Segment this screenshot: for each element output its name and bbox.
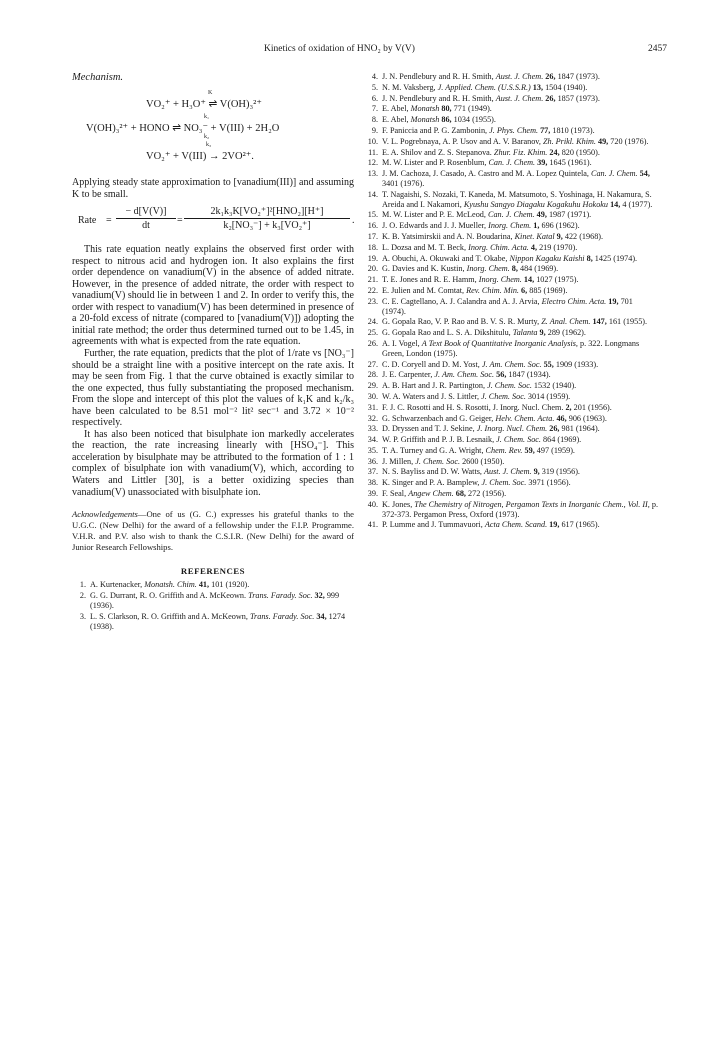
- reference-volume: 26,: [543, 93, 556, 103]
- reference-authors: L. S. Clarkson, R. O. Griffith and A. McKeown,: [90, 611, 250, 621]
- reference-pages-year: 1810 (1973).: [550, 125, 595, 135]
- reference-journal: Electro Chim. Acta.: [541, 296, 607, 306]
- running-header: [0, 44, 711, 58]
- reference-pages-year: 3401 (1976).: [382, 178, 425, 188]
- page-number: 2457: [648, 44, 667, 54]
- reference-journal: Helv. Chem. Acta.: [495, 413, 555, 423]
- reference-entry: [364, 328, 658, 338]
- reference-volume: 4,: [528, 242, 538, 252]
- reference-entry: [364, 83, 658, 93]
- reference-pages-year: 617 (1965).: [559, 520, 600, 530]
- reference-number: 27.: [367, 359, 378, 369]
- reference-volume: 19,: [547, 520, 560, 530]
- reference-volume: 19,: [606, 296, 619, 306]
- reference-journal: J. Phys. Chem.: [489, 125, 539, 135]
- reference-authors: N. S. Bayliss and D. W. Watts,: [382, 467, 484, 477]
- reference-number: 2.: [79, 591, 86, 601]
- reference-number: 38.: [367, 478, 378, 488]
- reference-entry: [364, 148, 658, 158]
- reference-pages-year: 101 (1920).: [209, 580, 250, 590]
- rate-lhs-denominator: dt: [142, 220, 150, 232]
- reference-authors: E. Abel,: [382, 104, 411, 114]
- paragraph-1: This rate equation neatly explains the observed first order with respect to nitrous acid and hydrogen ion. It also explains the first order dependence on vanadium(V) in the absence of added nitrate. However, in the presence of added nitrate, the order with respect to vanadium(V) should lie in between 1 and 2. In order to verify this, the order with respect to vanadium(V) has been determined in presence of a 20-fold excess of nitrate (compared to [vanadium(V)]) adopting the initial rate method; the order thus determined turned out to be 1.45, in agreements with what is expected from the rate equation.: [72, 244, 354, 348]
- reference-authors: K. Singer and P. A. Bamplew,: [382, 478, 482, 488]
- reference-number: 29.: [367, 381, 378, 391]
- reference-pages-year: 1532 (1940).: [531, 381, 577, 391]
- reference-volume: 8,: [584, 253, 593, 263]
- reference-authors: J. Millen,: [382, 456, 416, 466]
- reference-entry: [364, 243, 658, 253]
- reference-number: 32.: [367, 413, 378, 423]
- reference-volume: 46,: [554, 413, 567, 423]
- reference-authors: F. Paniccia and P. G. Zambonin,: [382, 125, 490, 135]
- reference-authors: G. Davies and K. Kustin,: [382, 264, 467, 274]
- reference-journal: Monatsh. Chim.: [144, 580, 197, 590]
- rate-equals-sign-2: =: [177, 215, 183, 227]
- reference-number: 34.: [367, 435, 378, 445]
- reference-entry: [364, 264, 658, 274]
- reference-number: 39.: [367, 489, 378, 499]
- reference-authors: A. Obuchi, A. Okuwaki and T. Okabe,: [382, 253, 510, 263]
- reference-volume: 39,: [535, 158, 548, 168]
- reference-entry: [364, 94, 658, 104]
- reference-pages-year: p. 372-373. Pergamon Press, Oxford (1973).: [382, 499, 659, 519]
- reference-pages-year: 272 (1956).: [465, 489, 507, 499]
- reference-number: 33.: [367, 424, 378, 434]
- reference-entry: [364, 446, 658, 456]
- reference-number: 17.: [367, 231, 378, 241]
- reference-authors: J. M. Cachoza, J. Casado, A. Castro and M. A. Lopez Quintela,: [382, 169, 591, 179]
- reference-volume: 49,: [534, 210, 547, 220]
- reference-journal: A Text Book of Quantitative Inorganic Analysis,: [421, 338, 578, 348]
- rate-rhs-fraction: [184, 206, 350, 231]
- reference-authors: N. M. Vaksberg,: [382, 82, 438, 92]
- reference-number: 35.: [367, 445, 378, 455]
- reference-pages-year: 3971 (1956).: [526, 478, 571, 488]
- reference-number: 8.: [371, 115, 378, 125]
- reference-number: 40.: [367, 499, 378, 509]
- acknowledgements: [72, 509, 354, 552]
- reference-journal: J. Am. Chem. Soc.: [434, 370, 495, 380]
- reference-volume: 14,: [521, 275, 535, 285]
- mechanism-heading: Mechanism.: [72, 72, 124, 83]
- reference-journal: J. Am. Chem. Soc.: [481, 359, 542, 369]
- reference-number: 30.: [367, 391, 378, 401]
- reference-journal: Z. Anal. Chem.: [541, 317, 591, 327]
- reference-number: 36.: [367, 456, 378, 466]
- reference-authors: C. E. Cagtellano, A. J. Calandra and A. J. Arvia,: [382, 296, 542, 306]
- rate-rhs-numerator: 2k₁k₃K[VO₂⁺]²[HNO₂][H⁺]: [184, 206, 350, 219]
- reference-authors: D. Dryssen and T. J. Sekine,: [382, 424, 477, 434]
- reference-number: 18.: [367, 242, 378, 252]
- reference-pages-year: 1909 (1933).: [553, 359, 599, 369]
- reference-entry: [364, 424, 658, 434]
- equation-2-constant-forward: k₁: [204, 114, 210, 120]
- reference-entry: [364, 339, 658, 359]
- reference-volume: 34,: [314, 611, 327, 621]
- reference-volume: 77,: [538, 125, 551, 135]
- reference-volume: 147,: [590, 317, 607, 327]
- reference-entry: [364, 190, 658, 210]
- reference-authors: M. W. Lister and P. Rosenblum,: [382, 158, 489, 168]
- reference-pages-year: 720 (1976).: [608, 136, 649, 146]
- reference-entry: [364, 221, 658, 231]
- equation-2-constant-reverse: k₂: [204, 134, 210, 140]
- rate-lhs-numerator: − d[V(V)]: [116, 206, 176, 219]
- reference-entry: [364, 489, 658, 499]
- reference-entry: [364, 467, 658, 477]
- reference-journal: Aust. J. Chem.: [495, 72, 544, 81]
- reference-pages-year: 820 (1950).: [559, 147, 600, 157]
- reference-entry: [364, 317, 658, 327]
- reference-journal: J. Chem. Soc.: [487, 381, 532, 391]
- reference-journal: Nippon Kagaku Kaishi: [509, 253, 585, 263]
- reference-pages-year: 422 (1968).: [562, 231, 604, 241]
- reference-volume: 54,: [637, 169, 650, 179]
- reference-authors: A. I. Vogel,: [382, 338, 422, 348]
- equation-3-text: VO₂⁺ + V(III) → 2VO²⁺.: [146, 151, 254, 162]
- reference-journal: Can. J. Chem.: [487, 210, 535, 220]
- reference-authors: J. N. Pendlebury and R. H. Smith,: [382, 72, 496, 81]
- reference-pages-year: 1034 (1955).: [451, 115, 496, 125]
- reference-number: 6.: [371, 93, 378, 103]
- reference-authors: F. J. C. Rosotti and H. S. Rosotti, J. Inorg. Nucl. Chem.: [382, 402, 566, 412]
- rate-equation: [72, 206, 354, 236]
- reference-entry: [364, 275, 658, 285]
- reference-volume: 9,: [537, 328, 546, 338]
- reference-entry: [72, 580, 354, 590]
- equation-3: [72, 143, 354, 167]
- reference-volume: 41,: [196, 580, 210, 590]
- reference-authors: J. O. Edwards and J. J. Mueller,: [382, 221, 489, 231]
- reference-volume: 68,: [453, 489, 466, 499]
- reference-number: 16.: [367, 221, 378, 231]
- reference-authors: V. L. Pogrebnaya, A. P. Usov and A. V. Baranov,: [382, 136, 543, 146]
- reference-journal: Inorg. Chem.: [466, 264, 510, 274]
- reference-number: 25.: [367, 328, 378, 338]
- reference-pages-year: 1847 (1934).: [506, 370, 551, 380]
- reference-number: 14.: [367, 189, 378, 199]
- reference-pages-year: 319 (1956).: [539, 467, 580, 477]
- reference-pages-year: 2600 (1950).: [460, 456, 505, 466]
- reference-authors: J. N. Pendlebury and R. H. Smith,: [382, 93, 496, 103]
- reference-journal: Aust. J. Chem.: [495, 93, 544, 103]
- reference-journal: J. Chem. Soc.: [481, 391, 526, 401]
- reference-volume: 80,: [439, 104, 452, 114]
- reference-volume: 6,: [518, 285, 528, 295]
- reference-authors: E. Julien and M. Comtat,: [382, 285, 467, 295]
- reference-volume: 56,: [494, 370, 507, 380]
- running-title: Kinetics of oxidation of HNO₂ by V(V): [264, 44, 415, 54]
- reference-pages-year: 4 (1977).: [620, 199, 653, 209]
- reference-volume: 26,: [547, 424, 560, 434]
- reference-pages-year: 497 (1959).: [534, 445, 575, 455]
- reference-number: 11.: [368, 147, 378, 157]
- reference-entry: [364, 403, 658, 413]
- reference-number: 31.: [367, 402, 378, 412]
- reference-volume: 32,: [312, 591, 325, 601]
- reference-journal: Inorg. Chem.: [488, 221, 532, 231]
- reference-entry: [72, 591, 354, 611]
- reference-entry: [364, 210, 658, 220]
- reference-authors: G. G. Durrant, R. O. Griffith and A. McKeown.: [90, 591, 249, 601]
- reference-authors: G. Schwarzenbach and G. Geiger,: [382, 413, 496, 423]
- reference-pages-year: 219 (1970).: [537, 242, 578, 252]
- reference-entry: [364, 169, 658, 189]
- reference-authors: A. Kurtenacker,: [90, 580, 145, 590]
- reference-journal: Monatsh: [410, 115, 440, 125]
- reference-pages-year: p. 322. Longmans Green, London (1975).: [382, 338, 640, 358]
- reference-journal: Can. J. Chem.: [590, 169, 638, 179]
- reference-journal: Zh. Prikl. Khim.: [542, 136, 596, 146]
- reference-authors: T. Nagaishi, S. Nozaki, T. Kaneda, M. Matsumoto, S. Yoshinaga, H. Nakamura, S. Areida and I. Nakamori,: [382, 189, 652, 209]
- reference-pages-year: 1645 (1961).: [547, 158, 592, 168]
- reference-volume: 9,: [531, 467, 540, 477]
- references-list-right: [364, 72, 658, 530]
- reference-entry: [364, 115, 658, 125]
- reference-number: 19.: [367, 253, 378, 263]
- reference-pages-year: 289 (1962).: [545, 328, 586, 338]
- references-list-left: [72, 580, 354, 631]
- reference-authors: A. B. Hart and J. R. Partington,: [382, 381, 488, 391]
- reference-authors: P. Lumme and J. Tummavuori,: [382, 520, 485, 530]
- reference-number: 12.: [367, 158, 378, 168]
- reference-entry: [364, 286, 658, 296]
- reference-volume: 26,: [543, 72, 556, 81]
- reference-authors: C. D. Coryell and D. M. Yost,: [382, 359, 482, 369]
- reference-number: 28.: [367, 370, 378, 380]
- reference-journal: Inorg. Chem.: [478, 275, 522, 285]
- reference-authors: K. B. Yatsimirskii and A. N. Boudarina,: [382, 231, 515, 241]
- reference-pages-year: 1027 (1975).: [534, 275, 579, 285]
- reference-volume: 49,: [595, 136, 609, 146]
- reference-journal: Rev. Chim. Min.: [466, 285, 519, 295]
- reference-authors: M. W. Lister and P. E. McLeod,: [382, 210, 488, 220]
- reference-pages-year: 864 (1969).: [540, 435, 582, 445]
- paragraph-2: Further, the rate equation, predicts that the plot of 1/rate vs [NO₃⁻] should be a straight line with a positive intercept on the rate axis. It may be seen from Fig. 1 that the curve obtained is exactly similar to the one expected, thus fully substantiating the proposed mechanism. From the slope and intercept of this plot the values of k₁K and k₂/k₃ have been calculated to be 8.51 mol⁻² lit² sec⁻¹ and 3.72 × 10⁻² respectively.: [72, 348, 354, 429]
- acknowledgements-body: —One of us (G. C.) expresses his grateful thanks to the U.G.C. (New Delhi) for the award of a fellowship under the F.I.P. Programme. V.H.R. and P.V. also wish to thank the C.S.I.R. (New Delhi) for the award of Junior Research Fellowships.: [72, 509, 354, 552]
- steady-state-text: Applying steady state approximation to [vanadium(III)] and assuming K to be small.: [72, 177, 354, 200]
- reference-journal: Kyushu Sangyo Diagaku Kogakuhu Hokoku: [463, 199, 609, 209]
- reference-pages-year: 981 (1964).: [559, 424, 600, 434]
- reference-volume: 14,: [608, 199, 621, 209]
- reference-journal: Kinet. Katal: [514, 231, 555, 241]
- reference-pages-year: 1847 (1973).: [555, 72, 600, 81]
- reference-number: 41.: [367, 520, 378, 530]
- reference-number: 15.: [367, 210, 378, 220]
- reference-authors: T. A. Turney and G. A. Wright,: [382, 445, 486, 455]
- reference-number: 9.: [371, 125, 378, 135]
- reference-pages-year: 906 (1963).: [566, 413, 607, 423]
- reference-pages-year: 3014 (1959).: [525, 391, 571, 401]
- reference-number: 22.: [367, 285, 378, 295]
- reference-entry: [364, 414, 658, 424]
- reference-journal: Can. J. Chem.: [488, 158, 536, 168]
- reference-journal: Trans. Farady. Soc.: [249, 611, 315, 621]
- reference-entry: [364, 457, 658, 467]
- reference-entry: [364, 232, 658, 242]
- reference-journal: The Chemistry of Nitrogen, Pergamon Texts in Inorganic Chem., Vol. II,: [414, 499, 650, 509]
- reference-volume: 86,: [439, 115, 452, 125]
- equation-1-text: VO₂⁺ + H₃O⁺ ⇌ V(OH)₃²⁺: [146, 99, 262, 110]
- equation-2-text: V(OH)₃²⁺ + HONO ⇌ NO₃⁻ + V(III) + 2H₂O: [86, 123, 280, 134]
- reference-authors: W. P. Griffith and P. J. B. Lesnaik,: [382, 435, 497, 445]
- reference-number: 24.: [367, 317, 378, 327]
- reference-entry: [364, 478, 658, 488]
- reference-pages-year: 1504 (1940).: [543, 82, 588, 92]
- reference-journal: J. Chem. Soc.: [481, 478, 527, 488]
- reference-authors: G. Gopala Rao, V. P. Rao and B. V. S. R. Murty,: [382, 317, 542, 327]
- reference-entry: [364, 72, 658, 82]
- reference-journal: Angew Chem.: [408, 489, 454, 499]
- reference-entry: [364, 297, 658, 317]
- reference-authors: E. A. Shilov and Z. S. Stepanova.: [382, 147, 494, 157]
- reference-journal: Acta Chem. Scand.: [484, 520, 548, 530]
- rate-period: .: [352, 215, 355, 227]
- reference-entry: [364, 370, 658, 380]
- reference-pages-year: 201 (1956).: [571, 402, 612, 412]
- reference-number: 26.: [367, 338, 378, 348]
- reference-number: 5.: [371, 82, 378, 92]
- reference-number: 7.: [371, 104, 378, 114]
- reference-volume: 24,: [547, 147, 560, 157]
- rate-lhs-fraction: [116, 206, 176, 231]
- reference-pages-year: 999 (1936).: [90, 591, 340, 610]
- equation-1: [72, 91, 354, 115]
- reference-number: 23.: [367, 296, 378, 306]
- references-heading: REFERENCES: [180, 566, 246, 577]
- reference-number: 13.: [367, 169, 378, 179]
- reference-journal: Talanta: [512, 328, 538, 338]
- reference-pages-year: 885 (1969).: [527, 285, 568, 295]
- reference-authors: G. Gopala Rao and L. S. A. Dikshitulu,: [382, 328, 513, 338]
- rate-equals-sign: =: [106, 215, 112, 227]
- reference-pages-year: 701 (1974).: [382, 296, 633, 316]
- reference-entry: [364, 126, 658, 136]
- reference-pages-year: 771 (1949).: [451, 104, 492, 114]
- reference-pages-year: 1425 (1974).: [592, 253, 638, 263]
- reference-number: 21.: [367, 275, 378, 285]
- reference-authors: F. Seal,: [382, 489, 409, 499]
- reference-journal: Trans. Farady. Soc.: [248, 591, 313, 601]
- reference-entry: [72, 612, 354, 632]
- reference-pages-year: 696 (1962).: [539, 221, 580, 231]
- right-column: [364, 72, 658, 531]
- reference-journal: Inorg. Chim. Acta.: [468, 242, 529, 252]
- rate-label: Rate: [78, 215, 97, 227]
- reference-volume: 8,: [509, 264, 518, 274]
- reference-entry: [364, 381, 658, 391]
- reference-number: 10.: [367, 136, 378, 146]
- reference-authors: W. A. Waters and J. S. Littler,: [382, 391, 482, 401]
- reference-journal: Aust. J. Chem.: [484, 467, 532, 477]
- reference-pages-year: 484 (1969).: [517, 264, 559, 274]
- reference-volume: 1,: [531, 221, 540, 231]
- reference-volume: 13,: [530, 82, 544, 92]
- reference-pages-year: 1274 (1938).: [90, 611, 346, 631]
- reference-pages-year: 161 (1955).: [606, 317, 648, 327]
- reference-pages-year: 1857 (1973).: [555, 93, 600, 103]
- reference-journal: Monatsh: [410, 104, 440, 114]
- acknowledgements-label: Acknowledgements: [72, 509, 138, 520]
- reference-journal: J. Chem. Soc.: [496, 435, 541, 445]
- reference-entry: [364, 137, 658, 147]
- reference-number: 3.: [79, 611, 86, 621]
- reference-journal: Zhur. Fiz. Khim.: [493, 147, 548, 157]
- reference-number: 1.: [79, 580, 86, 590]
- reference-authors: J. E. Carpenter,: [382, 370, 435, 380]
- reference-volume: 59,: [522, 445, 535, 455]
- reference-authors: T. E. Jones and R. E. Hamm,: [382, 275, 479, 285]
- reference-volume: 9,: [554, 231, 563, 241]
- reference-entry: [364, 158, 658, 168]
- reference-entry: [364, 104, 658, 114]
- reference-journal: J. Chem. Soc.: [415, 456, 461, 466]
- reference-number: 37.: [367, 467, 378, 477]
- reference-authors: K. Jones,: [382, 499, 415, 509]
- equation-3-constant: k₃: [206, 142, 212, 148]
- reference-entry: [364, 500, 658, 520]
- paragraph-3: It has also been noticed that bisulphate ion markedly accelerates the reaction, the rate increasing linearly with [HSO₄⁻]. This acceleration by bisulphate may be attributed to the formation of 1 : 1 complex of bisulphate ion with vanadium(V), which, according to Waters and Littler [30], is a better oxidizing species than vanadium(V) unassociated with bisulphate ion.: [72, 428, 354, 498]
- reference-number: 20.: [367, 264, 378, 274]
- reference-entry: [364, 435, 658, 445]
- reference-pages-year: 1987 (1971).: [546, 210, 592, 220]
- reference-entry: [364, 360, 658, 370]
- equation-1-constant: K: [208, 90, 213, 96]
- reference-journal: J. Applied. Chem. (U.S.S.R.): [437, 82, 531, 92]
- reference-volume: 2,: [565, 402, 572, 412]
- rate-rhs-denominator: k₂[NO₃⁻] + k₃[VO₂⁺]: [223, 220, 311, 232]
- reference-entry: [364, 254, 658, 264]
- equation-2: [72, 115, 354, 139]
- reference-volume: 55,: [541, 359, 554, 369]
- reference-number: 4.: [371, 72, 378, 81]
- reference-journal: J. Inorg. Nucl. Chem.: [476, 424, 548, 434]
- reference-entry: [364, 392, 658, 402]
- reference-entry: [364, 520, 658, 530]
- reference-journal: Chem. Rev.: [485, 445, 523, 455]
- reference-authors: E. Abel,: [382, 115, 411, 125]
- left-column: [72, 72, 354, 632]
- reference-authors: L. Dozsa and M. T. Beck,: [382, 242, 469, 252]
